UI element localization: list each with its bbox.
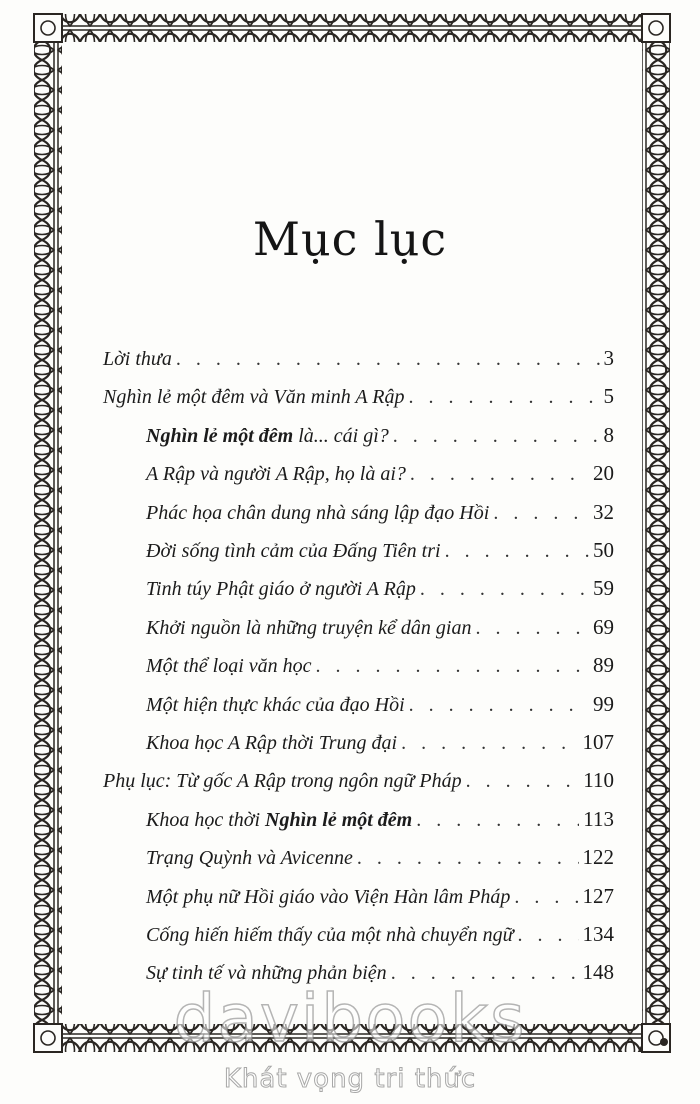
toc-page-number: 89: [593, 653, 614, 678]
toc-page-number: 113: [583, 806, 614, 831]
toc-entry-title: Một thể loại văn học: [146, 655, 312, 678]
toc-leader-dots: [493, 502, 589, 525]
toc-leader-dots: [316, 655, 589, 678]
toc-page-number: 122: [582, 845, 614, 870]
toc-entry-title: Trạng Quỳnh và Avicenne: [146, 847, 353, 870]
toc-leader-dots: [445, 540, 589, 563]
toc-entry-title: Phác họa chân dung nhà sáng lập đạo Hồi: [146, 501, 490, 524]
toc-entry-title: Một hiện thực khác của đạo Hồi: [146, 693, 405, 716]
toc-entry[interactable]: [146, 692, 614, 722]
toc-entry[interactable]: [103, 768, 614, 798]
toc-entry-title: Nghìn lẻ một đêm và Văn minh A Rập: [103, 386, 405, 409]
toc-entry[interactable]: [146, 538, 614, 568]
toc-page-number: 127: [582, 883, 614, 908]
toc-page-number: 107: [582, 730, 614, 754]
toc-leader-dots: [475, 617, 589, 640]
toc-page-number: 99: [593, 691, 614, 716]
toc-leader-dots: [410, 463, 589, 486]
toc-entry[interactable]: [103, 384, 614, 414]
toc-leader-dots: [176, 348, 600, 371]
toc-entry[interactable]: [146, 461, 614, 491]
toc-entry-title: Một phụ nữ Hồi giáo vào Viện Hàn lâm Pháp: [146, 885, 511, 908]
toc-entry[interactable]: [146, 576, 614, 606]
toc-leader-dots: [401, 732, 578, 755]
toc-entry[interactable]: [146, 730, 614, 760]
toc-page-number: 59: [593, 576, 614, 601]
toc-page-number: 148: [582, 960, 614, 985]
toc-entry[interactable]: [146, 845, 614, 875]
toc-leader-dots: [514, 886, 578, 909]
toc-page-number: 32: [593, 499, 614, 524]
toc-entry-title: Nghìn lẻ một đêm là... cái gì?: [146, 424, 389, 447]
toc-entry-title: Phụ lục: Từ gốc A Rập trong ngôn ngữ Pháp: [103, 770, 462, 793]
toc-entry[interactable]: [146, 500, 614, 530]
toc-page-number: 134: [582, 922, 614, 946]
toc-entry[interactable]: [146, 615, 614, 645]
toc-entry-title: Tinh túy Phật giáo ở người A Rập: [146, 578, 416, 601]
toc-entry[interactable]: [146, 653, 614, 683]
toc-entry-title: Khoa học A Rập thời Trung đại: [146, 732, 398, 754]
toc-leader-dots: [420, 578, 589, 601]
toc-page-number: 8: [603, 422, 614, 447]
toc-leader-dots: [393, 425, 600, 448]
toc-entry-title: Khoa học thời Nghìn lẻ một đêm: [146, 808, 413, 831]
toc-entry-title: Cống hiến hiếm thấy của một nhà chuyển ngữ: [146, 924, 514, 946]
toc-entry[interactable]: [146, 423, 614, 453]
page-title: Mục lục: [252, 212, 448, 266]
toc-leader-dots: [466, 770, 580, 793]
watermark-tagline: Khát vọng tri thức: [223, 1064, 477, 1094]
toc-entry-title: Sự tinh tế và những phản biện: [146, 962, 387, 985]
toc-page-number: 20: [593, 461, 614, 486]
toc-entry-title: Khởi nguồn là những truyện kể dân gian: [146, 616, 472, 639]
toc-entry[interactable]: [146, 807, 614, 837]
toc-leader-dots: [408, 386, 599, 409]
toc-leader-dots: [416, 809, 579, 832]
toc-page-number: 50: [593, 538, 614, 562]
toc-page-number: 5: [603, 384, 614, 409]
toc-leader-dots: [357, 847, 579, 870]
toc-entry[interactable]: [103, 346, 614, 376]
toc-entry-title: Lời thưa: [103, 348, 172, 370]
toc-page-number: 110: [583, 768, 614, 793]
toc-leader-dots: [518, 924, 579, 947]
toc-page-number: 3: [603, 346, 614, 370]
watermark-brand: davibooks: [173, 980, 527, 1057]
toc-entry[interactable]: [146, 922, 614, 952]
toc-entry-title: A Rập và người A Rập, họ là ai?: [146, 463, 406, 486]
toc-entry-title: Đời sống tình cảm của Đấng Tiên tri: [146, 540, 441, 562]
toc-leader-dots: [409, 694, 589, 717]
toc-entry[interactable]: [146, 884, 614, 914]
toc-page-number: 69: [593, 614, 614, 639]
